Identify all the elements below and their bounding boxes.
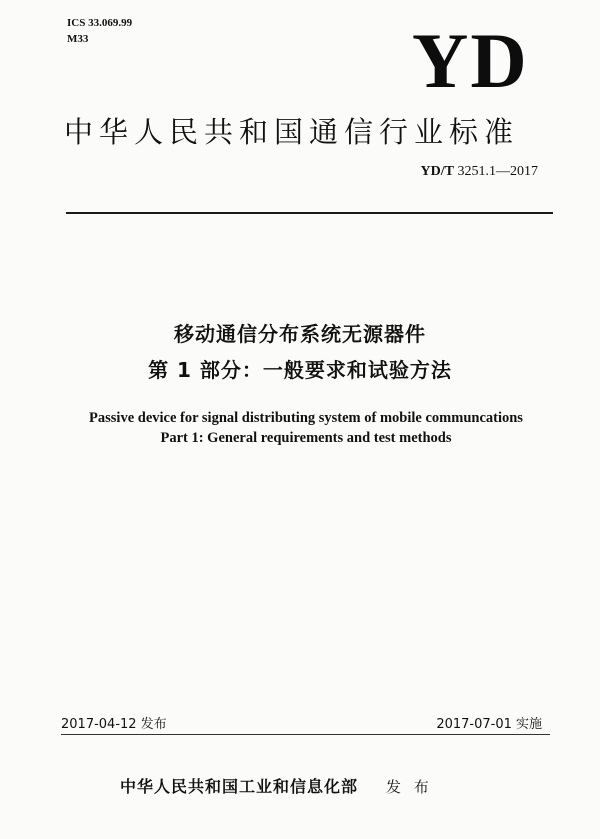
- english-title-line-2: Part 1: General requirements and test methods: [160, 430, 452, 446]
- ics-code: ICS 33.069.99: [67, 17, 133, 29]
- publisher: [120, 774, 433, 797]
- chinese-title-line-2: 第 1 部分：一般要求和试验方法: [148, 358, 452, 382]
- standard-body-title: 中华人民共和国通信行业标准: [64, 115, 520, 149]
- yd-logo: YD: [412, 17, 529, 104]
- standard-number: [421, 164, 538, 180]
- ccs-code: M33: [67, 33, 89, 45]
- publisher-name: 中华人民共和国工业和信息化部: [120, 777, 359, 796]
- standard-number-value: 3251.1—2017: [457, 164, 538, 179]
- issue-date: 2017-04-12 发布: [61, 717, 167, 732]
- chinese-title-line-1: 移动通信分布系统无源器件: [174, 322, 426, 346]
- implementation-date: 2017-07-01 实施: [436, 717, 542, 732]
- publisher-action: 发 布: [386, 778, 433, 796]
- footer-divider: [61, 734, 550, 735]
- english-title-line-1: Passive device for signal distributing system of mobile communcations: [89, 410, 523, 426]
- header-divider: [66, 212, 553, 214]
- standard-number-prefix: YD/T: [420, 164, 454, 179]
